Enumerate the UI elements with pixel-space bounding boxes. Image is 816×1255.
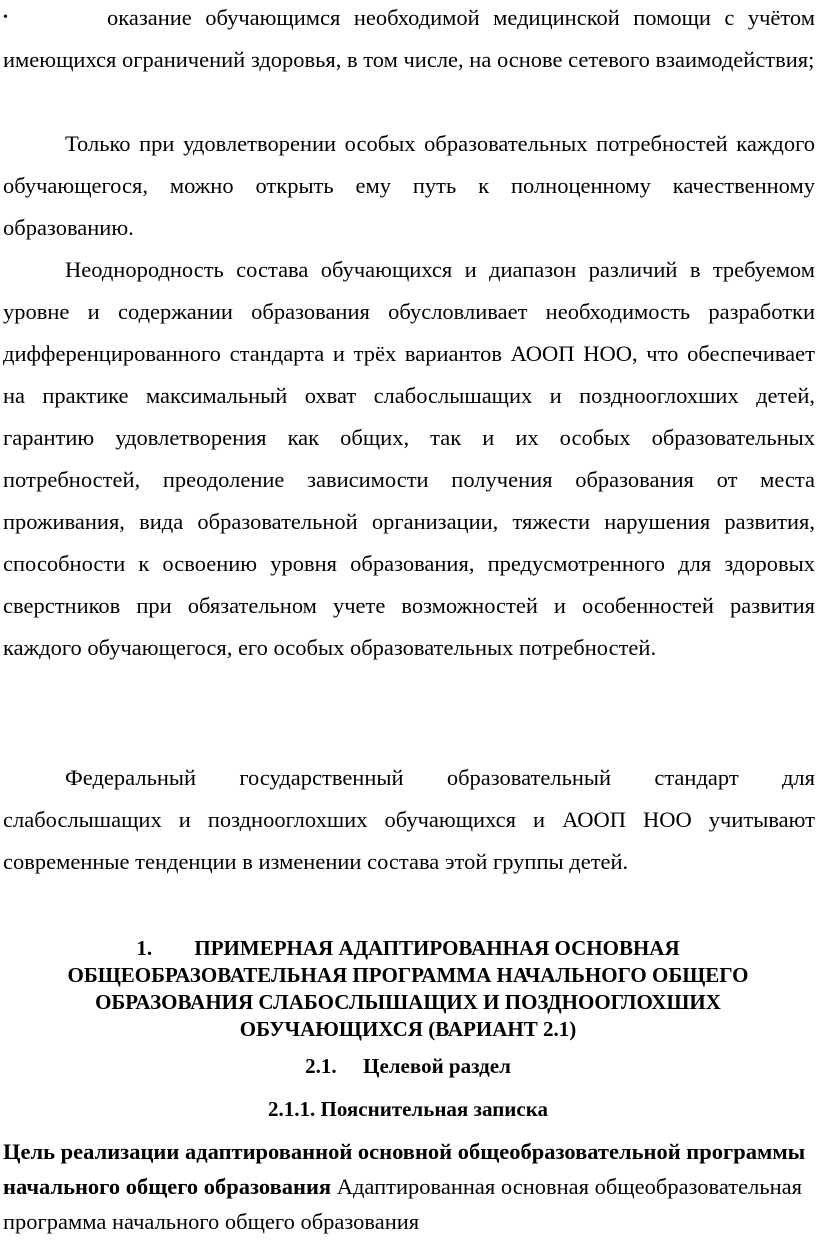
section-heading-1: [0, 935, 816, 1043]
subsubsection-heading: 2.1.1. Пояснительная записка: [267, 1097, 548, 1121]
goal-bold-lead: Цель реализации адаптированной основной общеобразовательной программы начального общего образования: [3, 1139, 806, 1199]
section-heading-line-4: ОБУЧАЮЩИХСЯ (ВАРИАНТ 2.1): [239, 1017, 577, 1041]
goal-paragraph: [3, 1134, 815, 1239]
bullet-marker: •: [3, 10, 8, 25]
subsection-title: Целевой раздел: [363, 1054, 511, 1078]
goal-text: Адаптированная основная общеобразовательная программа начального общего образования: [3, 1174, 802, 1234]
paragraph-quality-education: Только при удовлетворении особых образовательных потребностей каждого обучающегося, можно открыть ему путь к полноценному качественному образованию.: [3, 131, 815, 240]
paragraph-federal-standard: Федеральный государственный образовательный стандарт для слабослышащих и позднооглохших обучающихся и АООП НОО учитывают современные тенденции в изменении состава этой группы детей.: [3, 765, 815, 874]
bullet-text: оказание обучающимся необходимой медицинской помощи с учётом имеющихся ограничений здоровья, в том числе, на основе сетевого взаимодействия;: [3, 5, 815, 72]
bullet-list-item: [3, 0, 815, 81]
subsection-heading: [0, 1053, 816, 1080]
section-heading-line-2: ОБЩЕОБРАЗОВАТЕЛЬНАЯ ПРОГРАММА НАЧАЛЬНОГО ОБЩЕГО: [67, 963, 749, 987]
section-heading-line-1: [0, 935, 816, 962]
paragraph-heterogeneity: Неоднородность состава обучающихся и диапазон различий в требуемом уровне и содержании образования обусловливает необходимость разработки дифференцированного стандарта и трёх вариантов АООП НОО, что обеспечивает на практике максимальный охват слабослышащих и позднооглохших детей, гарантию удовлетворения как общих, так и их особых образовательных потребностей, преодоление зависимости получения образования от места проживания, вида образовательной организации, тяжести нарушения развития, способности к освоению уровня образования, предусмотренного для здоровых сверстников при обязательном учете возможностей и особенностей развития каждого обучающегося, его особых образовательных потребностей.: [3, 257, 815, 660]
section-number: 1.: [136, 936, 153, 960]
subsection-number: 2.1.: [305, 1054, 337, 1078]
section-heading-line-3: ОБРАЗОВАНИЯ СЛАБОСЛЫШАЩИХ И ПОЗДНООГЛОХШИХ: [95, 990, 721, 1014]
section-title-part: ПРИМЕРНАЯ АДАПТИРОВАННАЯ ОСНОВНАЯ: [194, 936, 680, 960]
